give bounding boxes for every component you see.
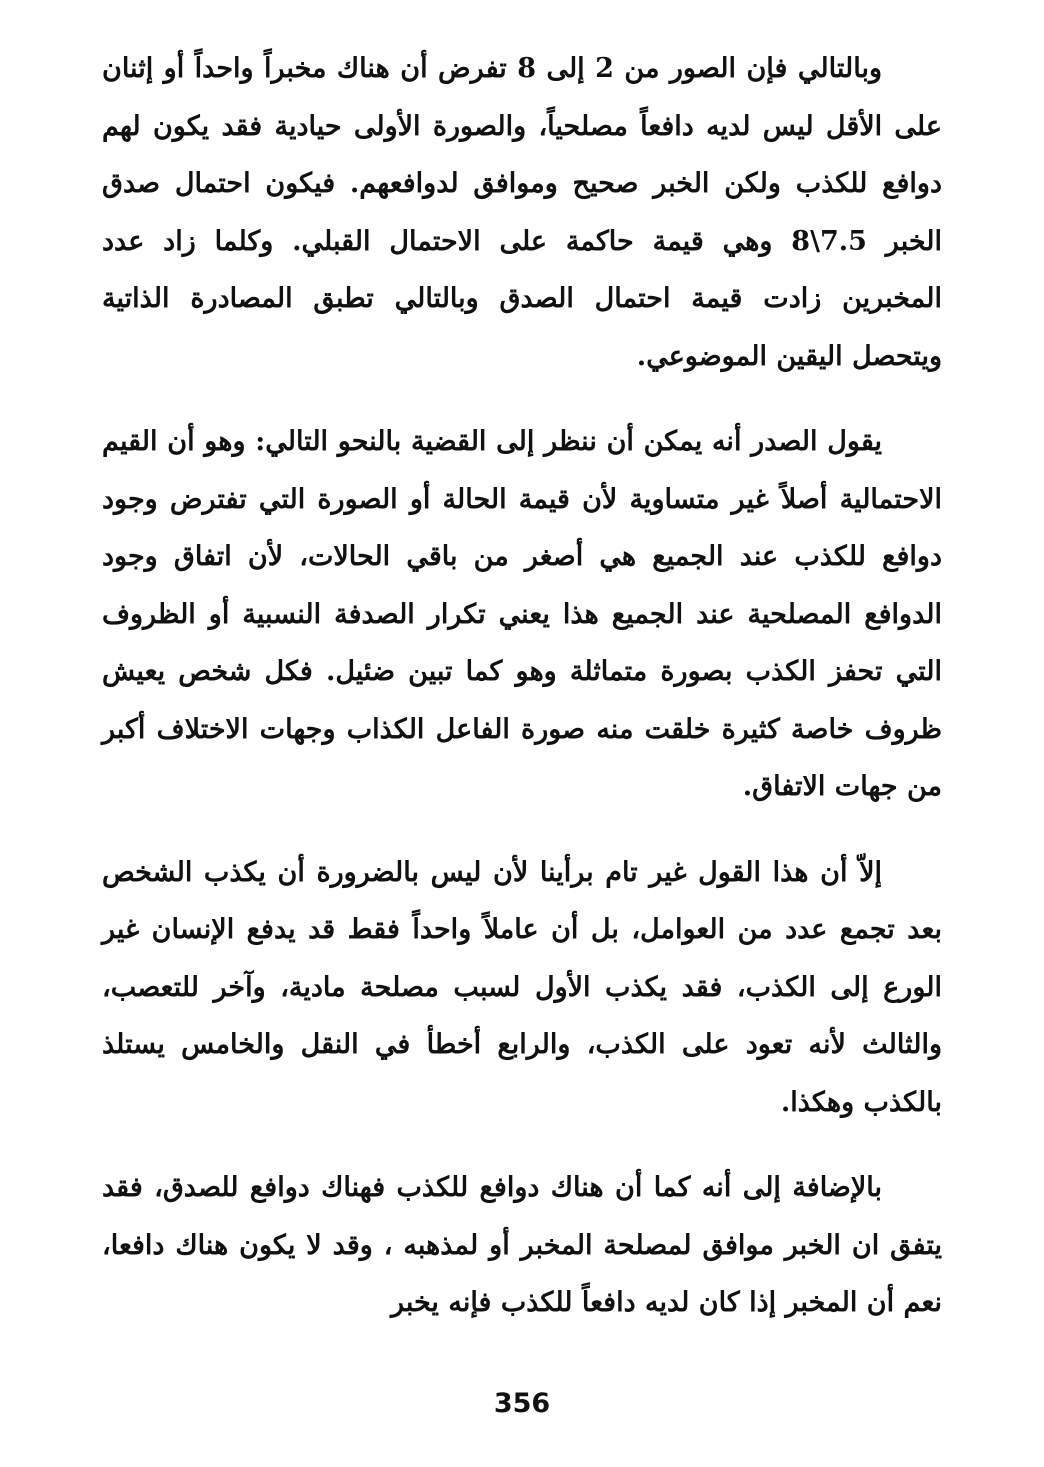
paragraph-3: إلاّ أن هذا القول غير تام برأينا لأن ليس بالضرورة أن يكذب الشخص بعد تجمع عدد من العوامل، بل أن عاملاً واحداً فقط قد يدفع الإنسان غير الورع إلى الكذب، فقد يكذب الأول لسبب مصلحة مادية، وآخر للتعصب، والثالث لأنه تعود على الكذب، والرابع أخطأ في النقل والخامس يستلذ بالكذب وهكذا. [102,856,942,1118]
paragraph-2: يقول الصدر أنه يمكن أن ننظر إلى القضية بالنحو التالي: وهو أن القيم الاحتمالية أصلاً غير متساوية لأن قيمة الحالة أو الصورة التي تفترض وجود دوافع للكذب عند الجميع هي أصغر من باقي الحالات، لأن اتفاق وجود الدوافع المصلحية عند الجميع هذا يعني تكرار الصدفة النسبية أو الظروف التي تحفز الكذب بصورة متماثلة وهو كما تبين ضئيل. فكل شخص يعيش ظروف خاصة كثيرة خلقت منه صورة الفاعل الكذاب وجهات الاختلاف أكبر من جهات الاتفاق. [102,426,942,802]
paragraph-1: وبالتالي فإن الصور من 2 إلى 8 تفرض أن هناك مخبراً واحداً أو إثنان على الأقل ليس لديه دافعاً مصلحياً، والصورة الأولى حيادية فقد يكون لهم دوافع للكذب ولكن الخبر صحيح وموافق لدوافعهم. فيكون احتمال صدق الخبر 7.5\8 وهي قيمة حاكمة على الاحتمال القبلي. وكلما زاد عدد المخبرين زادت قيمة احتمال الصدق وبالتالي تطبق المصادرة الذاتية ويتحصل اليقين الموضوعي. [102,53,942,372]
paragraph-4: بالإضافة إلى أنه كما أن هناك دوافع للكذب فهناك دوافع للصدق، فقد يتفق ان الخبر موافق لمصلحة المخبر أو لمذهبه ، وقد لا يكون هناك دافعا، نعم أن المخبر إذا كان لديه دافعاً للكذب فإنه يخبر [102,1172,942,1318]
document-page [102,40,942,1360]
page-number: 356 [493,1388,551,1419]
